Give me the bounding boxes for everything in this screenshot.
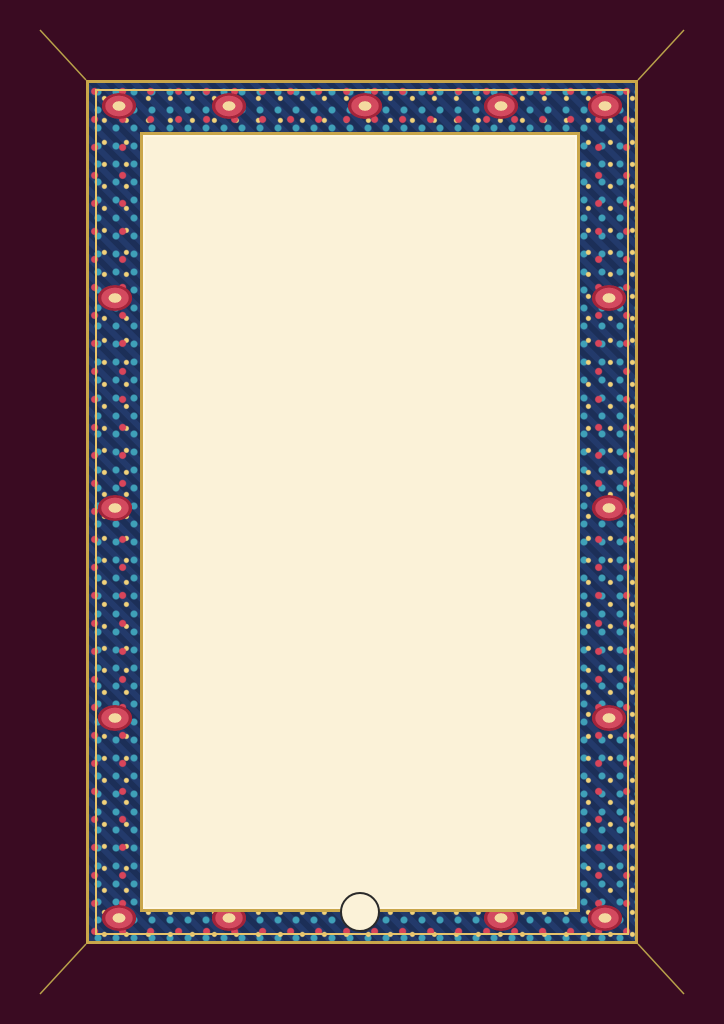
page-number	[340, 892, 380, 932]
border-medallion	[589, 283, 629, 313]
border-medallion	[589, 493, 629, 523]
corner-medallion	[585, 91, 625, 121]
border-medallion	[209, 91, 249, 121]
border-medallion	[345, 91, 385, 121]
poem-panel	[140, 132, 580, 912]
border-medallion	[481, 91, 521, 121]
corner-medallion	[99, 91, 139, 121]
corner-ornament-bl	[40, 944, 86, 994]
corner-ornament-tl	[40, 30, 86, 80]
border-medallion	[95, 283, 135, 313]
corner-medallion	[585, 903, 625, 933]
corner-ornament-tr	[638, 30, 684, 80]
border-medallion	[95, 493, 135, 523]
border-medallion	[589, 703, 629, 733]
corner-medallion	[99, 903, 139, 933]
corner-ornament-br	[638, 944, 684, 994]
border-medallion	[95, 703, 135, 733]
